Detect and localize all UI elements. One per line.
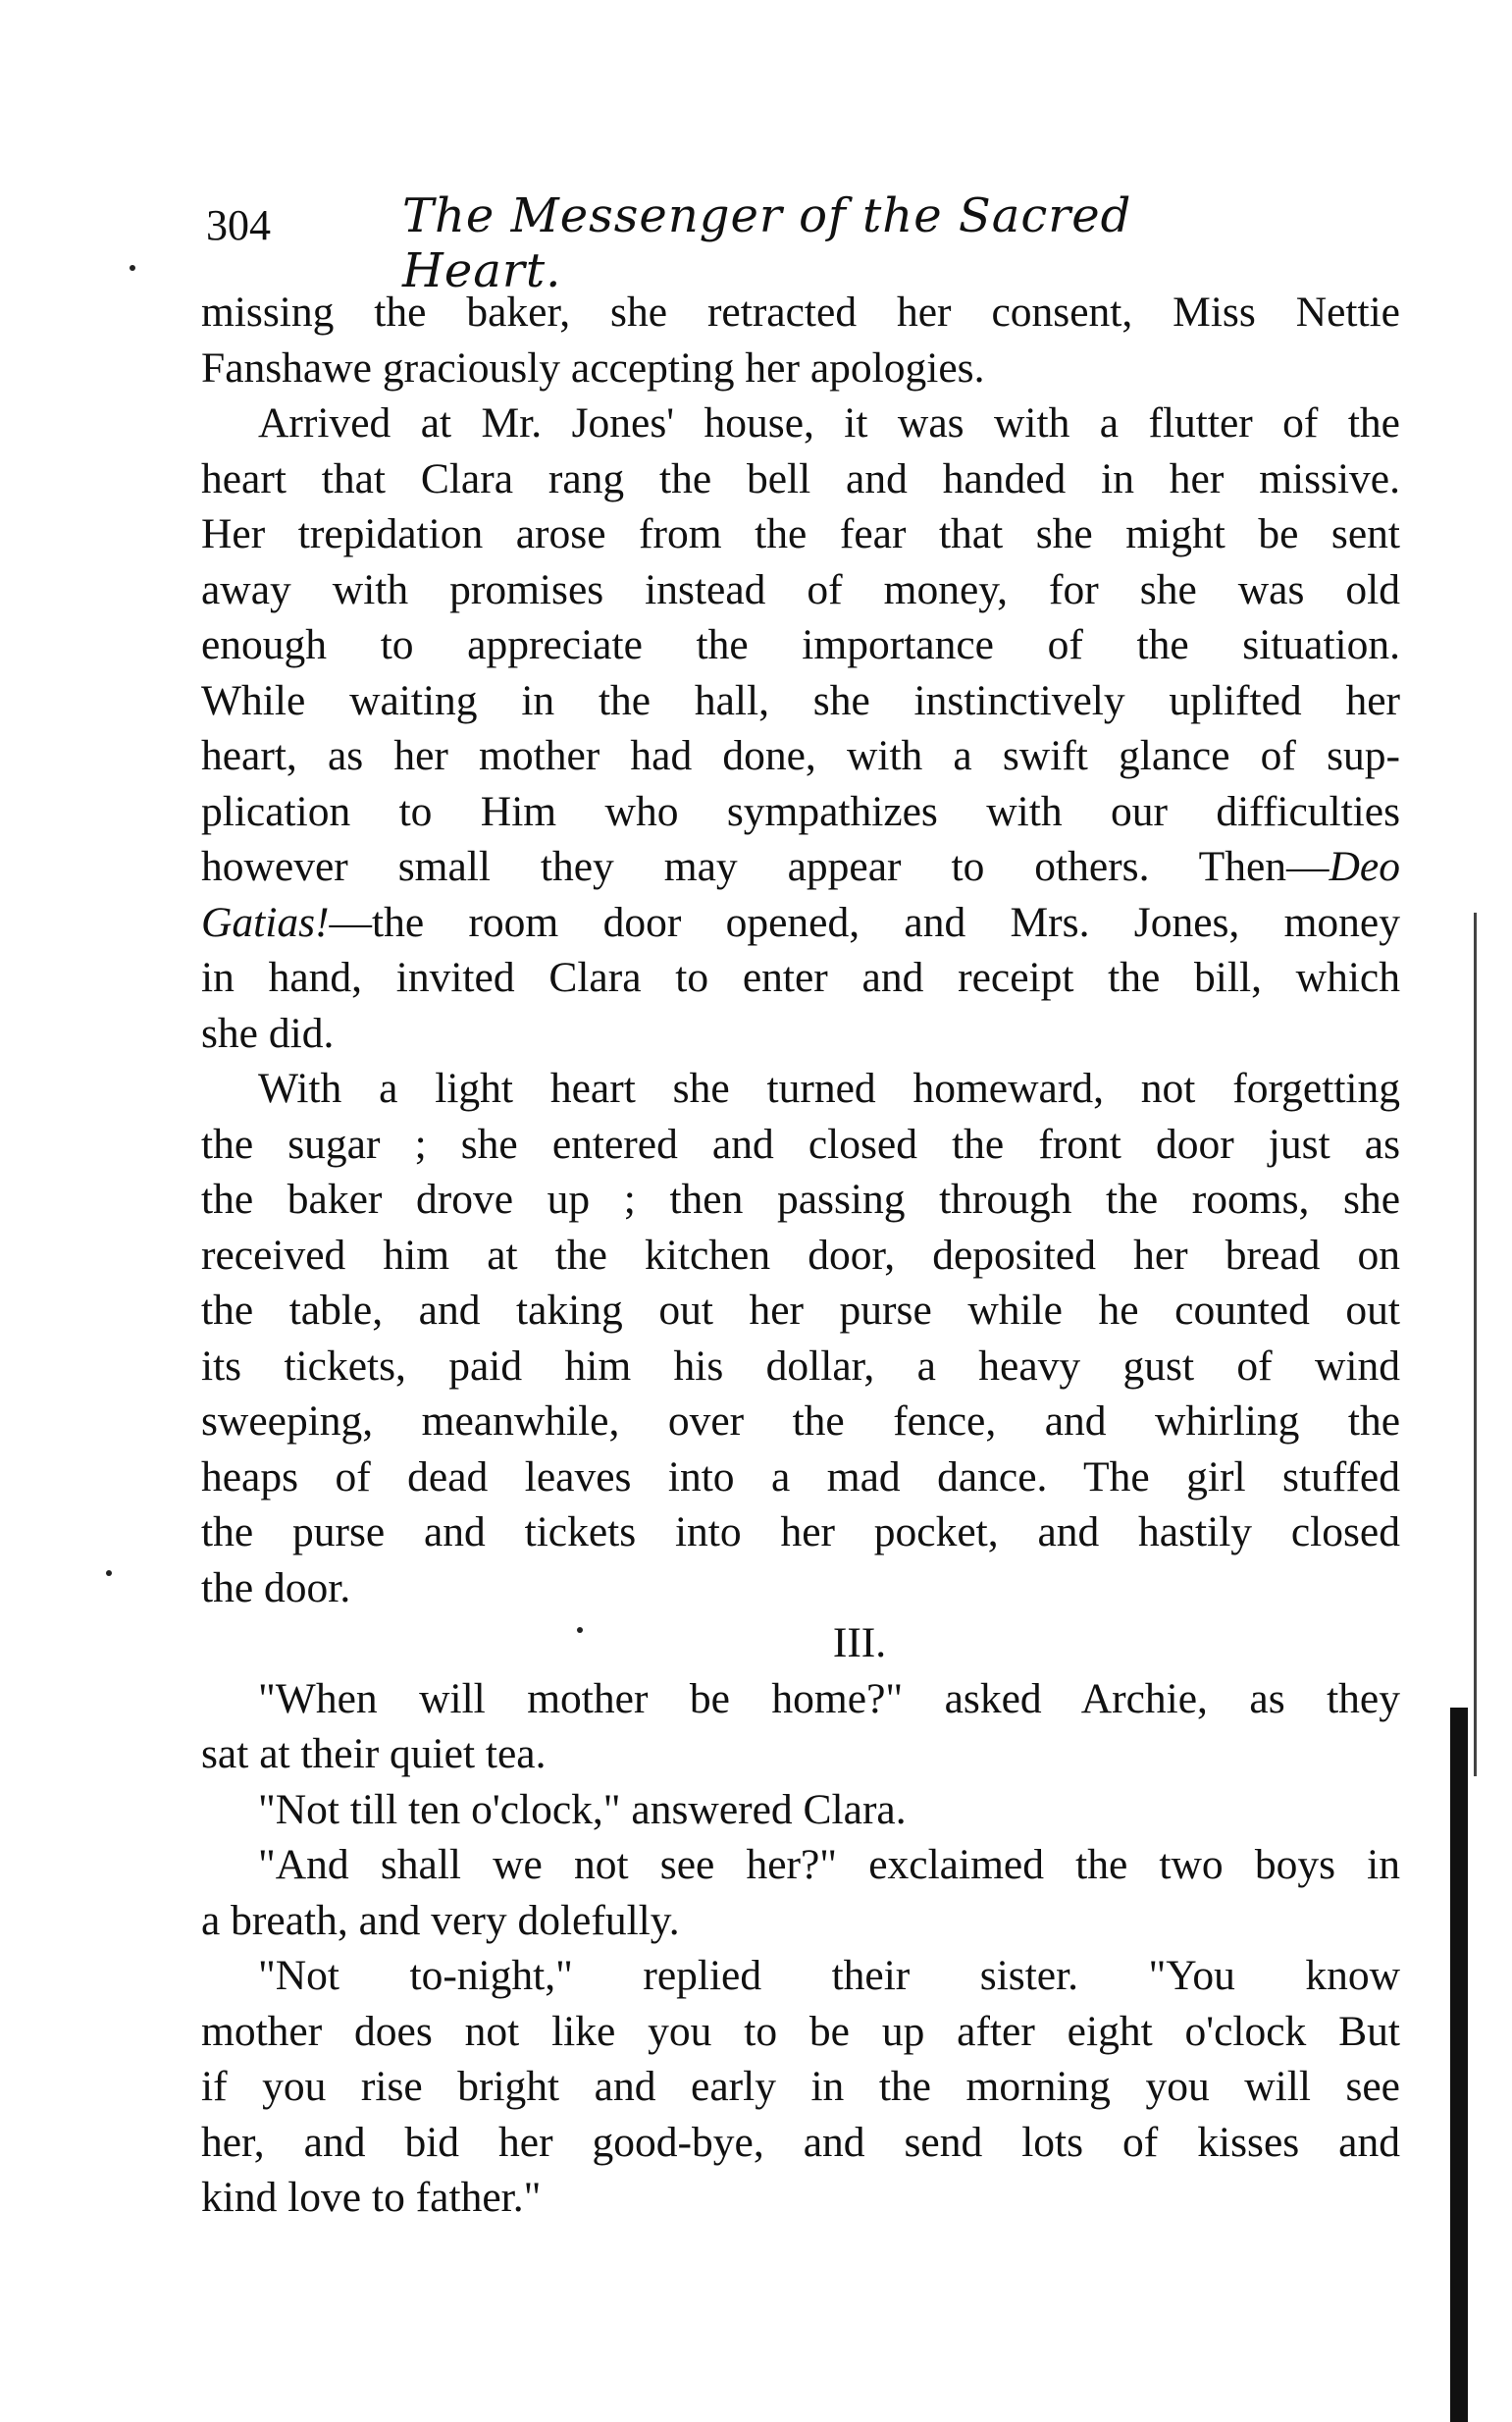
page-edge-bar: [1450, 1708, 1468, 2422]
text-line: heart, as her mother had done, with a swift glance of sup-: [201, 732, 1400, 779]
text-line: Fanshawe graciously accepting her apologies.: [201, 343, 985, 392]
text-line: "When will mother be home?" asked Archie, as they: [258, 1674, 1400, 1722]
text-line: "Not till ten o'clock," answered Clara.: [258, 1785, 907, 1833]
text-line: Her trepidation arose from the fear that she might be sent: [201, 510, 1400, 557]
text-line: kind love to father.": [201, 2174, 542, 2221]
text-line: if you rise bright and early in the morning you will see: [201, 2063, 1400, 2110]
text-fragment: —the room door opened, and Mrs. Jones, money: [329, 898, 1400, 946]
text-line: she did.: [201, 1009, 335, 1057]
text-line: heart that Clara rang the bell and handed in her missive.: [201, 454, 1400, 502]
text-line: her, and bid her good-bye, and send lots of kisses and: [201, 2118, 1400, 2166]
print-speck: [130, 265, 135, 271]
section-heading: III.: [832, 1619, 887, 1666]
text-line: the table, and taking out her purse while he counted out: [201, 1287, 1400, 1334]
text-line: the door.: [201, 1563, 351, 1611]
text-line: heaps of dead leaves into a mad dance. The girl stuffed: [201, 1452, 1400, 1501]
text-line: enough to appreciate the importance of the situation.: [201, 621, 1400, 668]
text-line: While waiting in the hall, she instinctively uplifted her: [201, 676, 1400, 724]
text-line: "Not to-night," replied their sister. "You know: [258, 1952, 1400, 1999]
page-number: 304: [206, 201, 271, 249]
text-line: [201, 839, 1400, 895]
print-speck: [106, 1570, 112, 1576]
text-line: mother does not like you to be up after eight o'clock But: [201, 2007, 1400, 2055]
text-line: its tickets, paid him his dollar, a heavy gust of wind: [201, 1342, 1400, 1390]
text-line: a breath, and very dolefully.: [201, 1896, 680, 1944]
text-line: missing the baker, she retracted her consent, Miss Nettie: [201, 289, 1400, 336]
text-line: the purse and tickets into her pocket, and hastily closed: [201, 1508, 1400, 1555]
text-line: sat at their quiet tea.: [201, 1730, 547, 1777]
print-speck: [577, 1627, 583, 1633]
text-line: sweeping, meanwhile, over the fence, and whirling the: [201, 1397, 1400, 1445]
text-line: "And shall we not see her?" exclaimed the two boys in: [258, 1841, 1400, 1888]
text-line: Arrived at Mr. Jones' house, it was with a flutter of the: [258, 399, 1400, 447]
text-line: received him at the kitchen door, deposited her bread on: [201, 1231, 1400, 1279]
text-line: away with promises instead of money, for she was old: [201, 565, 1400, 613]
text-line: plication to Him who sympathizes with our difficulties: [201, 787, 1400, 835]
running-title: The Messenger of the Sacred Heart.: [402, 188, 1132, 298]
text-line: in hand, invited Clara to enter and receipt the bill, which: [201, 954, 1400, 1001]
text-line: With a light heart she turned homeward, not forgetting: [258, 1065, 1400, 1112]
text-line: [201, 895, 1400, 951]
body-text: [201, 285, 1400, 2226]
text-line: the sugar ; she entered and closed the front door just as: [201, 1120, 1400, 1168]
italic-phrase: Deo: [1329, 843, 1400, 890]
page-header: [206, 188, 1305, 298]
italic-phrase: Gatias!: [201, 898, 330, 946]
text-line: the baker drove up ; then passing through the rooms, she: [201, 1176, 1400, 1223]
text-fragment: however small they may appear to others. Then—: [201, 843, 1330, 890]
page-edge-shadow: [1474, 913, 1477, 1776]
